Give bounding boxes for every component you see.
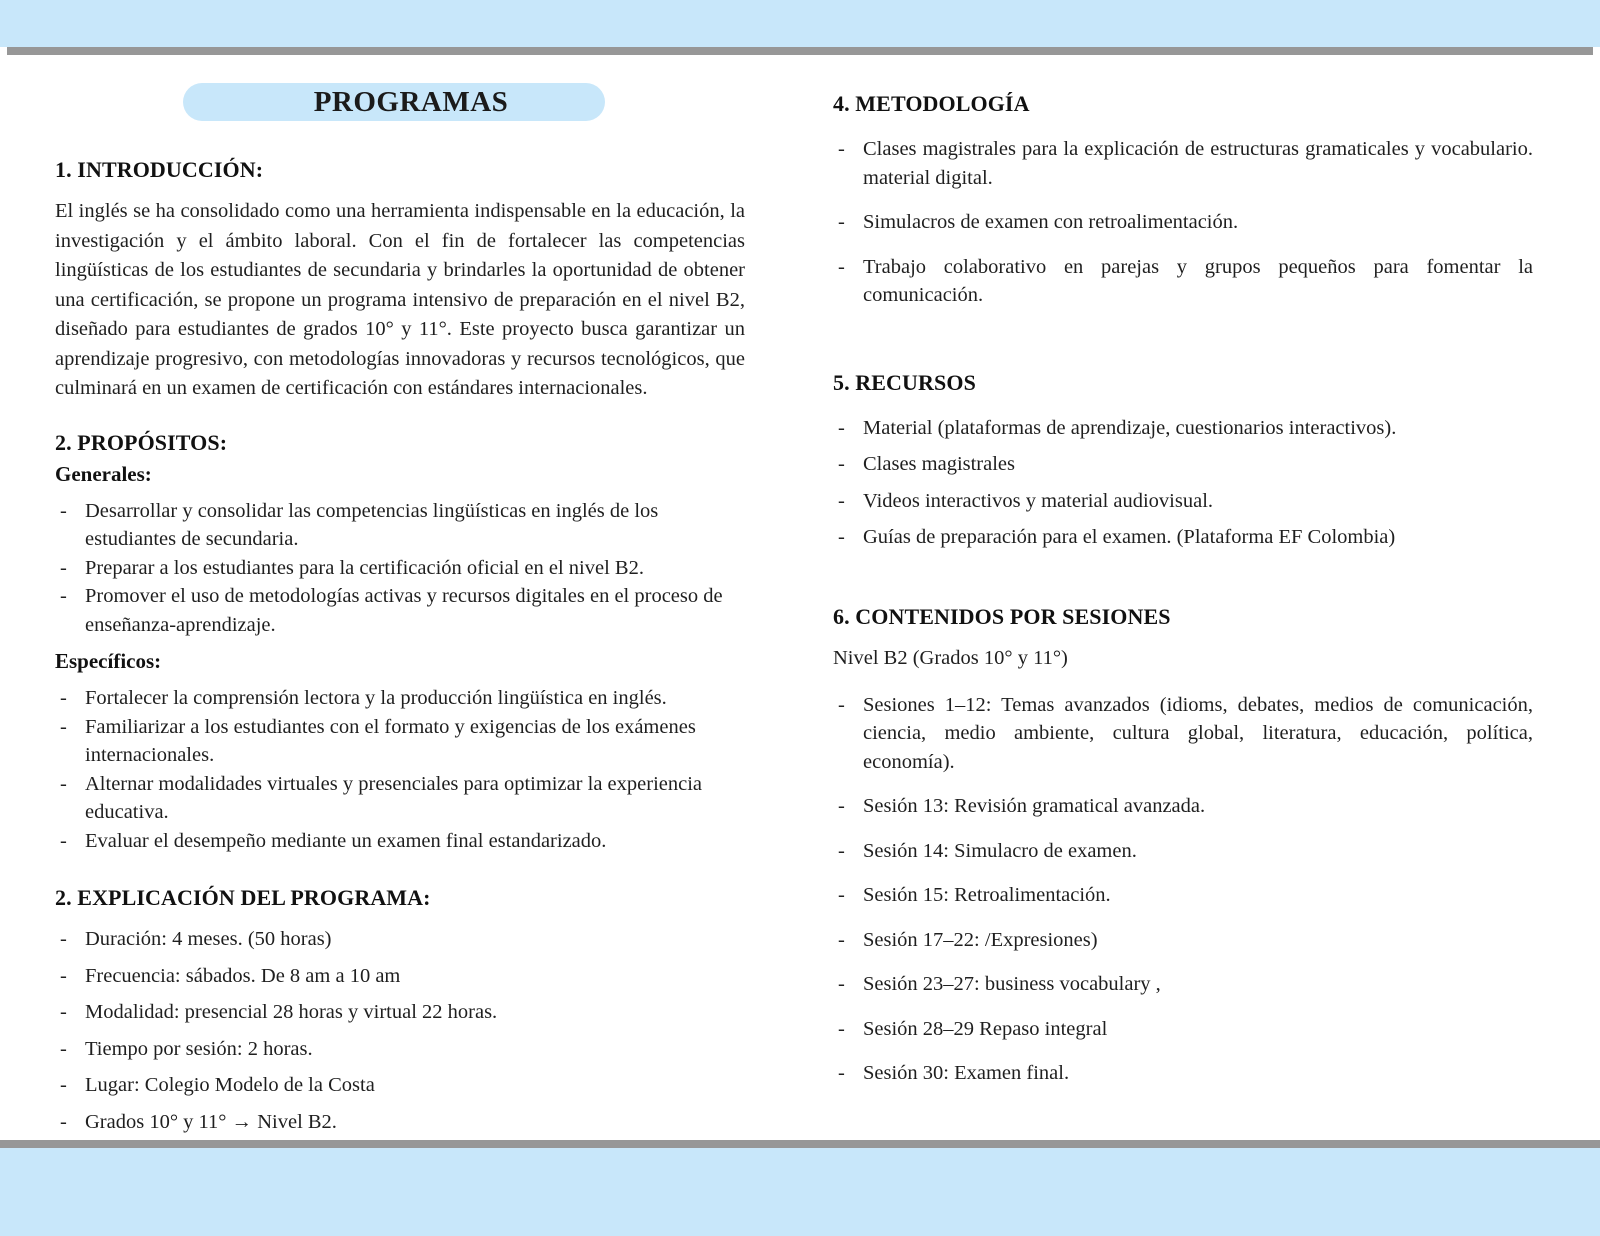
list-item: - Promover el uso de metodologías activas y recursos digitales en el proceso de enseñanza-aprendizaje. [55,582,745,639]
nivel-b2-line: Nivel B2 (Grados 10° y 11°) [833,646,1068,669]
list-item: - Grados 10° y 11° → Nivel B2. [55,1108,745,1137]
page-content [0,55,1600,1140]
list-item: - Fortalecer la comprensión lectora y la producción lingüística en inglés. [55,684,745,713]
list-item: - Trabajo colaborativo en parejas y grupos pequeños para fomentar la comunicación. [833,253,1533,310]
propositos-generales-list [55,497,745,640]
right-column [833,55,1533,1104]
footer-rule [0,1140,1600,1148]
contenidos-sesiones-list [833,691,1533,1088]
heading-propositos: 2. PROPÓSITOS: [55,429,228,455]
left-column [55,55,745,1144]
recursos-list [833,414,1533,552]
page-title-badge [183,83,605,121]
list-item: - Familiarizar a los estudiantes con el formato y exigencias de los exámenes internacionales. [55,713,745,770]
heading-recursos: 5. RECURSOS [833,369,976,395]
list-item: - Modalidad: presencial 28 horas y virtual 22 horas. [55,998,745,1027]
heading-metodologia: 4. METODOLOGÍA [833,91,1030,116]
list-item: - Sesión 14: Simulacro de examen. [833,837,1533,866]
heading-contenidos-sesiones: 6. CONTENIDOS POR SESIONES [833,603,1171,629]
metodologia-list [833,135,1533,310]
list-item: - Duración: 4 meses. (50 horas) [55,925,745,954]
list-item: - Guías de preparación para el examen. (Plataforma EF Colombia) [833,523,1533,552]
list-item: - Sesiones 1–12: Temas avanzados (idioms, debates, medios de comunicación, ciencia, medio ambiente, cultura global, literatura, educación, política, economía). [833,691,1533,777]
list-item: - Videos interactivos y material audiovisual. [833,487,1533,516]
list-item: - Simulacros de examen con retroalimentación. [833,208,1533,237]
list-item: - Lugar: Colegio Modelo de la Costa [55,1071,745,1100]
introduccion-paragraph: El inglés se ha consolidado como una herramienta indispensable en la educación, la investigación y el ámbito laboral. Con el fin de fortalecer las competencias lingüísticas de los estudiantes de secundaria y brindarles la oportunidad de obtener una certificación, se propone un programa intensivo de preparación en el nivel B2, diseñado para estudiantes de grados 10° y 11°. Este proyecto busca garantizar un aprendizaje progresivo, con metodologías innovadoras y recursos tecnológicos, que culminará en un examen de certificación con estándares internacionales. [55,200,745,399]
heading-explicacion-programa: 2. EXPLICACIÓN DEL PROGRAMA: [55,885,431,910]
list-item: - Desarrollar y consolidar las competencias lingüísticas en inglés de los estudiantes de secundaria. [55,497,745,554]
header-band [0,0,1600,47]
list-item: - Sesión 30: Examen final. [833,1059,1533,1088]
list-item: - Evaluar el desempeño mediante un examen final estandarizado. [55,827,745,856]
list-item: - Sesión 17–22: /Expresiones) [833,926,1533,955]
list-item: - Preparar a los estudiantes para la certificación oficial en el nivel B2. [55,554,745,583]
list-item: - Clases magistrales para la explicación de estructuras gramaticales y vocabulario. material digital. [833,135,1533,192]
footer-band [0,1148,1600,1236]
propositos-especificos-list [55,684,745,855]
heading-introduccion: 1. INTRODUCCIÓN: [55,157,264,182]
list-item: - Sesión 23–27: business vocabulary , [833,970,1533,999]
list-item: - Sesión 15: Retroalimentación. [833,881,1533,910]
subheading-generales: Generales: [55,461,152,486]
explicacion-programa-list [55,925,745,1136]
header-rule [0,47,1600,55]
list-item: - Sesión 13: Revisión gramatical avanzada. [833,792,1533,821]
list-item: - Frecuencia: sábados. De 8 am a 10 am [55,962,745,991]
list-item: - Alternar modalidades virtuales y presenciales para optimizar la experiencia educativa. [55,770,745,827]
subheading-especificos: Específicos: [55,649,162,673]
page-title: PROGRAMAS [313,85,509,118]
list-item: - Tiempo por sesión: 2 horas. [55,1035,745,1064]
list-item: - Clases magistrales [833,450,1533,479]
list-item: - Sesión 28–29 Repaso integral [833,1015,1533,1044]
list-item: - Material (plataformas de aprendizaje, cuestionarios interactivos). [833,414,1533,443]
